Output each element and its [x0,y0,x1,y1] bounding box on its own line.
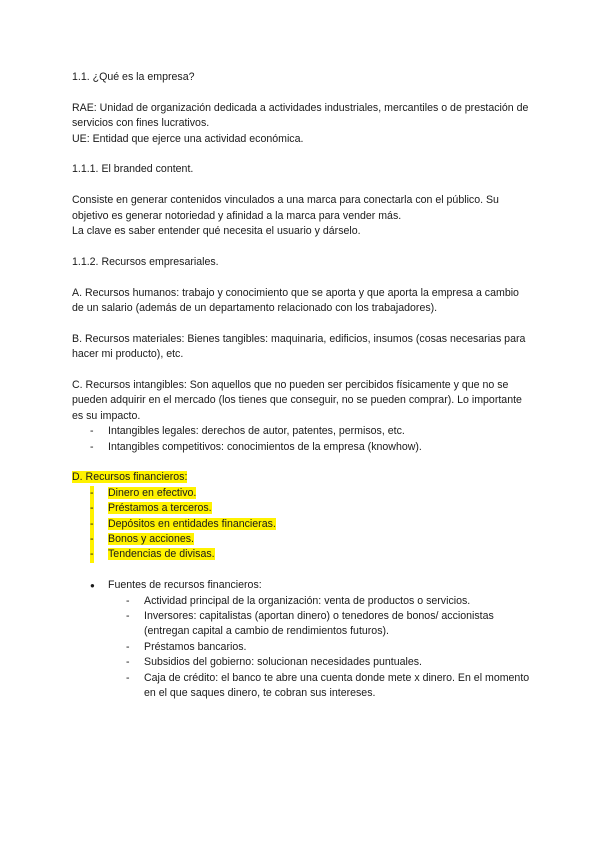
rae-definition: RAE: Unidad de organización dedicada a actividades industriales, mercantiles o de prestación de servicios con fines lucrativos. [72,101,529,130]
list-item-text: Caja de crédito: el banco te abre una cuenta donde mete x dinero. En el momento en el que saques dinero, te cobran sus intereses. [144,671,530,700]
fuentes-bullet-list [72,578,532,701]
list-item-text: Inversores: capitalistas (aportan dinero) o tenedores de bonos/ accionistas (entregan capital a cambio de rendimientos futuros). [144,610,494,638]
dash-marker: - [90,532,94,547]
list-item [108,671,532,702]
list-item-text: Intangibles competitivos: conocimientos de la empresa (knowhow). [108,440,422,453]
bullet-marker: ● [90,581,95,591]
dash-marker: - [126,656,130,669]
list-item-text: Dinero en efectivo. [108,486,197,499]
recursos-intangibles: C. Recursos intangibles: Son aquellos que no pueden ser percibidos físicamente y que no se pueden adquirir en el mercado (los tienes que conseguir, no se pueden comprar). Lo importante es su impacto. [72,379,522,422]
heading-1-1-1: 1.1.1. El branded content. [72,163,194,176]
list-item [108,609,532,640]
list-item-text: Tendencias de divisas. [108,548,215,561]
dash-marker: - [126,671,130,684]
list-item [108,594,532,609]
highlighted-text: D. Recursos financieros: [72,471,188,484]
dash-marker: - [90,486,94,501]
list-item-text: Bonos y acciones. [108,533,194,546]
list-item [72,501,532,516]
ue-definition: UE: Entidad que ejerce una actividad económica. [72,132,304,145]
dash-marker: - [90,517,94,532]
fuentes-sublist [108,594,532,702]
list-item [72,532,532,547]
dash-marker: - [126,610,130,623]
document-page [72,70,532,702]
list-item-text: Actividad principal de la organización: venta de productos o servicios. [144,594,471,607]
branded-content-key: La clave es saber entender qué necesita el usuario y dárselo. [72,225,361,238]
heading-1-1: 1.1. ¿Qué es la empresa? [72,71,195,83]
recursos-materiales: B. Recursos materiales: Bienes tangibles: maquinaria, edificios, insumos (cosas necesarias para hacer mi producto), etc. [72,332,526,361]
dash-marker: - [126,594,130,607]
fuentes-bullet [72,578,532,701]
list-item-text: Préstamos a terceros. [108,502,212,515]
dash-marker: - [90,425,94,438]
list-item [108,655,532,670]
list-item [72,517,532,532]
list-item-text: Préstamos bancarios. [144,640,247,653]
fuentes-title: Fuentes de recursos financieros: [108,579,262,592]
dash-marker: - [126,640,130,653]
dash-marker: - [90,440,94,453]
recursos-humanos: A. Recursos humanos: trabajo y conocimiento que se aporta y que aporta la empresa a cambio de un salario (además de un departamento relacionado con los trabajadores). [72,286,519,315]
dash-marker: - [90,501,94,516]
dash-marker: - [90,547,94,562]
recursos-financieros-heading [72,470,532,485]
list-item-text: Subsidios del gobierno: solucionan necesidades puntuales. [144,656,422,669]
list-item-text: Depósitos en entidades financieras. [108,517,276,530]
list-item [72,440,532,455]
list-item [72,547,532,562]
financieros-list [72,486,532,563]
list-item [72,486,532,501]
list-item-text: Intangibles legales: derechos de autor, patentes, permisos, etc. [108,425,405,438]
intangibles-list [72,424,532,455]
list-item [108,640,532,655]
list-item [72,424,532,439]
branded-content-paragraph: Consiste en generar contenidos vinculados a una marca para conectarla con el público. Su objetivo es generar notoriedad y afinidad a la marca para vender más. [72,194,499,222]
heading-1-1-2: 1.1.2. Recursos empresariales. [72,255,219,268]
